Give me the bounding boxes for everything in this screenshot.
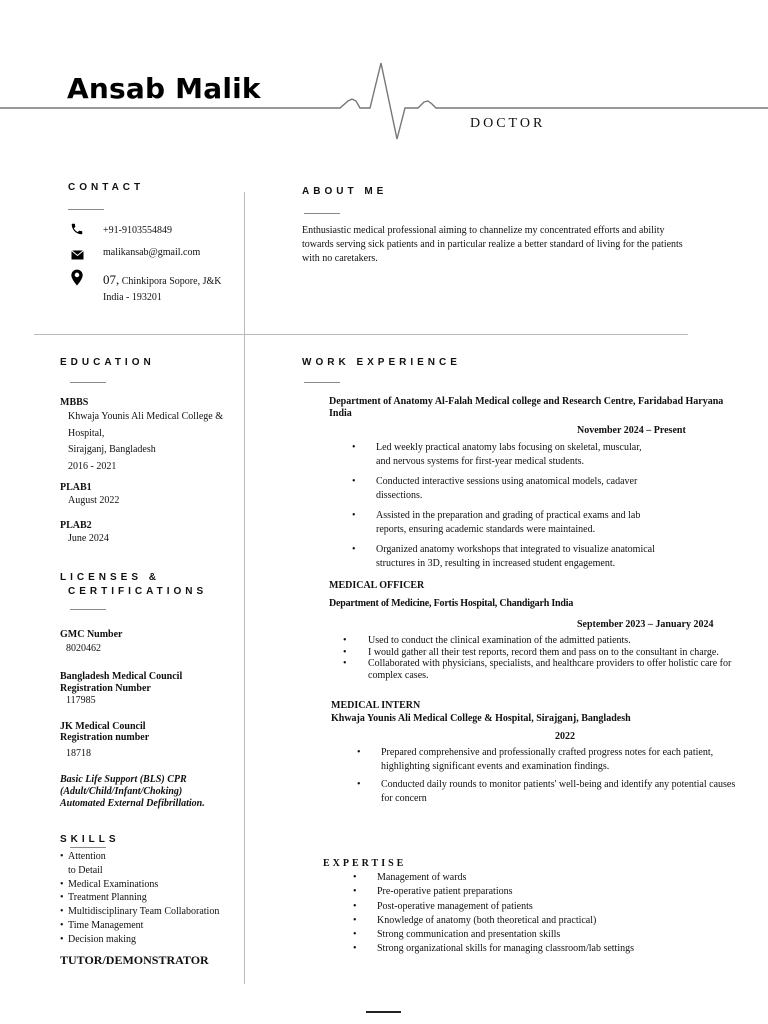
job3-bullets — [357, 746, 757, 806]
column-divider-bottom — [244, 334, 245, 984]
expertise-item: • Knowledge of anatomy (both theoretical and practical) — [353, 914, 733, 928]
address-line-1 — [103, 273, 221, 289]
bullet-line: Led weekly practical anatomy labs focusing on skeletal, muscular, — [376, 442, 642, 453]
job2-role: MEDICAL OFFICER — [329, 580, 425, 591]
mbbs-line: Khwaja Younis Ali Medical College & — [68, 411, 223, 422]
bullet-line: for concern — [381, 793, 427, 804]
address-number: 07, — [103, 272, 120, 287]
job1-bullet — [352, 509, 672, 537]
licenses-heading-line-1: LICENSES & — [60, 572, 161, 583]
job3-dates: 2022 — [555, 731, 575, 742]
job1-org-line: Department of Anatomy Al-Falah Medical college and Research Centre, Faridabad Haryana — [329, 396, 724, 407]
jk-title-line-2: Registration number — [60, 732, 150, 743]
bmc-title-line-2: Registration Number — [60, 683, 151, 694]
about-line: Enthusiastic medical professional aiming to channelize my concentrated efforts and ability — [302, 225, 665, 236]
job2-bullets — [343, 635, 763, 681]
about-line: with no caretakers. — [302, 253, 378, 264]
column-divider-top — [244, 192, 245, 334]
job2-organization: Department of Medicine, Fortis Hospital, Chandigarh India — [329, 598, 574, 609]
plab1-date: August 2022 — [68, 495, 120, 506]
mbbs-line: 2016 - 2021 — [68, 460, 117, 472]
bullet-line: Organized anatomy workshops that integrated to visualize anatomical — [376, 544, 655, 555]
job1-organization — [329, 396, 749, 420]
expertise-item: • Strong communication and presentation skills — [353, 928, 733, 942]
contact-heading: CONTACT — [68, 182, 145, 193]
plab2-title: PLAB2 — [60, 520, 92, 531]
section-divider — [34, 334, 688, 335]
expertise-item: • Strong organizational skills for managing classroom/lab settings — [353, 942, 733, 956]
skill-text-cont: to Detail — [68, 864, 103, 876]
bullet-line: Conducted daily rounds to monitor patients' well-being and identify any potential causes — [381, 779, 736, 790]
address-line-2: India - 193201 — [103, 292, 162, 303]
skill-item: • Time Management — [60, 919, 240, 933]
location-pin-icon — [70, 269, 84, 286]
bullet-line: and nervous systems for first-year medical students. — [376, 456, 585, 467]
education-heading: EDUCATION — [60, 357, 155, 368]
bullet-line: Collaborated with physicians, specialists, and healthcare providers to offer holistic care for — [368, 658, 732, 670]
expertise-heading: EXPERTISE — [323, 858, 407, 869]
expertise-item: • Management of wards — [353, 871, 733, 885]
job3-organization: Khwaja Younis Ali Medical College & Hospital, Sirajganj, Bangladesh — [331, 713, 631, 724]
about-underline — [304, 213, 340, 214]
job3-bullet — [357, 746, 757, 774]
phone-icon — [70, 222, 84, 236]
education-underline — [70, 382, 106, 383]
bullet-line: Prepared comprehensive and professionally crafted progress notes for each patient, — [381, 747, 714, 758]
bmc-value: 117985 — [66, 695, 96, 706]
jk-title-line-1: JK Medical Council — [60, 721, 146, 732]
skills-heading: SKILLS — [60, 834, 120, 845]
mbbs-line: Sirajganj, Bangladesh — [68, 444, 156, 455]
expertise-item: • Pre-operative patient preparations — [353, 885, 733, 899]
skill-item: • Medical Examinations — [60, 878, 240, 892]
mbbs-line: Hospital, — [68, 427, 105, 439]
email-icon — [71, 250, 84, 260]
job1-bullet — [352, 441, 672, 469]
bmc-title-line-1: Bangladesh Medical Council — [60, 671, 183, 682]
gmc-value: 8020462 — [66, 643, 101, 654]
bls-line: (Adult/Child/Infant/Choking) — [60, 786, 183, 797]
licenses-heading-line-2: CERTIFICATIONS — [68, 586, 208, 597]
about-text — [302, 224, 722, 266]
job-title: DOCTOR — [470, 116, 546, 131]
candidate-name: Ansab Malik — [67, 72, 261, 105]
contact-underline — [68, 209, 104, 210]
address-street: Chinkipora Sopore, J&K — [121, 276, 222, 287]
mbbs-details — [68, 409, 223, 475]
job3-role: MEDICAL INTERN — [331, 700, 421, 711]
email-address[interactable]: malikansab@gmail.com — [103, 247, 201, 258]
phone-number[interactable]: +91-9103554849 — [103, 225, 172, 236]
job1-bullet — [352, 543, 672, 571]
bullet-line: reports, ensuring academic standards were maintained. — [376, 524, 596, 535]
mbbs-title: MBBS — [60, 397, 89, 408]
jk-value: 18718 — [66, 748, 91, 759]
licenses-underline — [70, 609, 106, 610]
skill-item: • Treatment Planning — [60, 891, 240, 905]
job2-dates: September 2023 – January 2024 — [577, 619, 714, 630]
job1-bullets — [352, 441, 672, 571]
job2-bullet: • I would gather all their test reports, record them and pass on to the consultant in charge. — [343, 647, 763, 659]
job1-dates: November 2024 – Present — [577, 425, 686, 436]
skill-item: • Multidisciplinary Team Collaboration — [60, 905, 240, 919]
skill-item: • Decision making — [60, 933, 240, 947]
job2-bullet — [343, 658, 763, 681]
job3-bullet — [357, 778, 757, 806]
work-heading: WORK EXPERIENCE — [302, 357, 461, 368]
bullet-line: Conducted interactive sessions using anatomical models, cadaver — [376, 476, 638, 487]
plab1-title: PLAB1 — [60, 482, 92, 493]
page-footer-rule — [366, 1011, 401, 1013]
work-underline — [304, 382, 340, 383]
bullet-line: highlighting significant events and examination findings. — [381, 761, 610, 772]
footer-role: TUTOR/DEMONSTRATOR — [60, 953, 209, 967]
bls-line: Basic Life Support (BLS) CPR — [60, 774, 187, 785]
bls-line: Automated External Defibrillation. — [60, 798, 205, 809]
plab2-date: June 2024 — [68, 533, 109, 544]
expertise-list — [353, 871, 733, 957]
bls-certification — [60, 774, 205, 810]
job2-bullet: • Used to conduct the clinical examination of the admitted patients. — [343, 635, 763, 647]
skill-text: Attention — [68, 851, 106, 862]
bullet-line: dissections. — [376, 490, 423, 501]
bullet-line: structures in 3D, resulting in increased student engagement. — [376, 558, 616, 569]
skill-item — [60, 850, 240, 878]
bullet-line: complex cases. — [368, 669, 429, 681]
about-heading: ABOUT ME — [302, 186, 388, 197]
skills-list — [60, 850, 240, 947]
skills-underline — [70, 847, 106, 848]
job1-bullet — [352, 475, 672, 503]
gmc-title: GMC Number — [60, 629, 123, 640]
about-line: towards serving sick patients and in particular realize a better standard of living for the patients — [302, 239, 683, 250]
job1-org-line: India — [329, 408, 352, 419]
bullet-line: Assisted in the preparation and grading of practical exams and lab — [376, 510, 641, 521]
expertise-item: • Post-operative management of patients — [353, 900, 733, 914]
